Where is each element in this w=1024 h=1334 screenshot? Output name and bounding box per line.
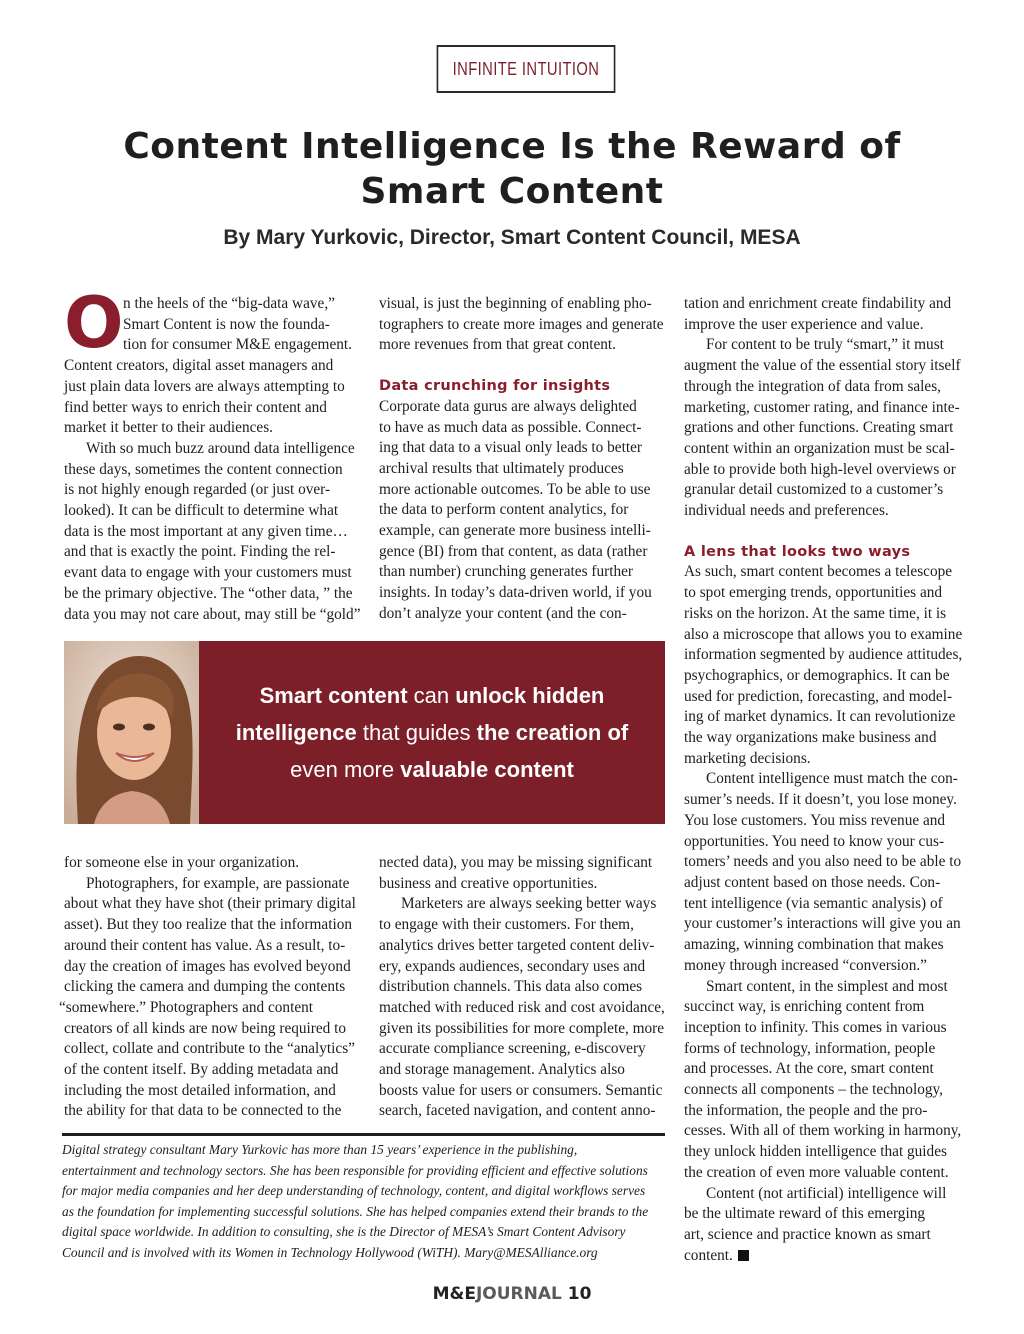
text-line: the ability for that data to be connected to the [64, 1102, 342, 1120]
text-line: to have as much data as possible. Connect- [379, 418, 642, 436]
page-number: 10 [567, 1284, 592, 1304]
text-line: tion for consumer M&E engagement. [123, 336, 352, 354]
text-line: example, can generate more business intelli- [379, 522, 651, 540]
drop-cap: O [64, 282, 124, 364]
text-line: ing that data to a visual only leads to better [379, 439, 642, 457]
pull-quote-regular: can [407, 683, 456, 708]
bio-divider [62, 1133, 665, 1136]
text-line: forms of technology, information, people [684, 1039, 936, 1057]
text-line: augment the value of the essential story itself [684, 357, 961, 375]
pull-quote-line [290, 751, 574, 788]
bio-line: entertainment and technology sectors. She has been responsible for providing efficient and effective solutions [62, 1162, 648, 1178]
text-line: As such, smart content becomes a telescope [684, 563, 953, 581]
subhead-data-crunching: Data crunching for insights [379, 378, 611, 395]
bio-line: digital space worldwide. In addition to consulting, she is the Director of MESA’s Smart Content Advisory [62, 1224, 626, 1239]
text-line: and processes. At the core, smart content [684, 1060, 934, 1078]
text-line: n the heels of the “big-data wave,” [123, 295, 335, 312]
text-line: ing of market dynamics. It can revolutionize [684, 708, 956, 726]
text-line: Smart content, in the simplest and most [706, 977, 948, 995]
bio-line: for major media companies and her deep understanding of technology, content, and digital workflows serves [62, 1183, 646, 1198]
text-line: improve the user experience and value. [684, 315, 924, 333]
text-line: psychographics, or demographics. It can be [684, 666, 950, 684]
column-3 [684, 294, 968, 1266]
subhead-lens: A lens that looks two ways [684, 543, 911, 560]
pull-quote-line [260, 677, 605, 714]
text-line: is not highly enough regarded (or just over- [64, 481, 331, 499]
author-portrait-illustration [64, 641, 199, 824]
text-line: through the integration of data from sales, [684, 377, 941, 395]
text-line: the creation of even more valuable content. [684, 1163, 949, 1181]
text-line: distribution channels. This data also comes [379, 978, 643, 996]
text-line: archival results that ultimately produces [379, 459, 624, 477]
text-line: about what they have shot (their primary digital [64, 895, 356, 913]
text-line: just plain data lovers are always attempting to [64, 377, 345, 395]
text-line: Photographers, for example, are passionate [86, 874, 350, 892]
column-2-bottom [379, 853, 665, 1122]
text-line: they unlock hidden intelligence that guides [684, 1143, 947, 1161]
author-photo [64, 641, 199, 824]
column-2-top [379, 294, 664, 625]
text-line-final [684, 1246, 968, 1267]
text-line: looked). It can be difficult to determine what [64, 502, 339, 520]
text-line: asset). But they too realize that the information [64, 916, 353, 934]
text-line: around their content has value. As a result, to- [64, 936, 346, 954]
journal-brand-journal: JOURNAL [475, 1284, 562, 1304]
text-line: boosts value for users or consumers. Semantic [379, 1081, 663, 1099]
column-1-top [64, 282, 361, 625]
text-line: content. [684, 1246, 733, 1264]
text-line: marketing decisions. [684, 749, 811, 767]
text-line: data you may not care about, may still be “gold” [64, 605, 361, 623]
text-line: marketing, customer rating, and finance inte- [684, 398, 960, 416]
column-1-bottom [59, 853, 360, 1122]
bio-line: Council and is involved with its Women in Technology Hollywood (WiTH). Mary@MESAlliance.org [62, 1244, 598, 1260]
text-line: connects all components – the technology, [684, 1081, 943, 1099]
text-line: Content creators, digital asset managers and [64, 357, 334, 375]
text-line: clicking the camera and dumping the contents [64, 978, 346, 996]
text-line: amazing, winning combination that makes [684, 936, 944, 954]
text-line: than number) crunching generates further [379, 563, 633, 581]
text-line: matched with reduced risk and cost avoidance, [379, 998, 665, 1016]
text-line: sumer’s needs. If it doesn’t, you lose money. [684, 791, 957, 809]
text-line: creators of all kinds are now being required to [64, 1019, 347, 1037]
journal-brand-me: M&E [432, 1284, 476, 1304]
text-line: content within an organization must be scal- [684, 439, 955, 457]
text-line: Smart Content is now the founda- [123, 315, 330, 333]
text-line: the data to perform content analytics, for [379, 501, 629, 519]
pull-quote-bold: unlock hidden [455, 683, 605, 708]
text-line: money through increased “conversion.” [684, 956, 927, 974]
text-line: accurate compliance screening, e-discovery [379, 1040, 646, 1058]
text-line: succinct way, is enriching content from [684, 998, 925, 1016]
pull-quote-bold: Smart content [259, 683, 408, 708]
text-line: to engage with their customers. For them, [379, 916, 634, 934]
text-line: risks on the horizon. At the same time, it is [684, 604, 947, 622]
text-line: the way organizations make business and [684, 729, 937, 747]
text-line: gence (BI) from that content, as data (rather [379, 542, 648, 560]
text-line: used for prediction, forecasting, and model- [684, 687, 953, 705]
text-line: search, faceted navigation, and content anno- [379, 1102, 656, 1120]
section-label: INFINITE INTUITION [437, 45, 616, 93]
text-line: tographers to create more images and generate [379, 315, 664, 333]
text-line: You lose customers. You miss revenue and [684, 811, 946, 829]
text-line: tent intelligence (via semantic analysis) of [684, 894, 943, 912]
article-title [40, 124, 984, 214]
text-line: be the primary objective. The “other data, ” the [64, 584, 353, 602]
text-line: art, science and practice known as smart [684, 1225, 931, 1243]
text-line: able to provide both high-level overviews or [684, 460, 956, 478]
text-line: ery, expands audiences, secondary uses and [379, 957, 646, 975]
text-line: grations and other functions. Creating smart [684, 419, 954, 437]
text-line: Content intelligence must match the con- [706, 770, 958, 788]
text-line: With so much buzz around data intelligence [86, 439, 355, 457]
text-line: inception to infinity. This comes in various [684, 1018, 947, 1036]
pull-quote-band [64, 641, 665, 824]
text-line: information segmented by audience attitudes, [684, 646, 963, 664]
byline: By Mary Yurkovic, Director, Smart Content Council, MESA [223, 226, 801, 249]
text-line: business and creative opportunities. [379, 874, 598, 892]
pull-quote-bold: intelligence [235, 720, 357, 745]
text-line: individual needs and preferences. [684, 502, 889, 520]
text-line: more revenues from that great content. [379, 336, 617, 354]
text-line: to spot emerging trends, opportunities and [684, 584, 943, 602]
text-line: Marketers are always seeking better ways [401, 895, 657, 913]
text-line: tomers’ needs and you also need to be able to [684, 853, 962, 871]
text-line: visual, is just the beginning of enabling pho- [379, 295, 652, 312]
pull-quote-bold: the creation of [476, 720, 629, 745]
pull-quote-regular: even more [290, 757, 401, 782]
text-line: your customer’s interactions will give you an [684, 915, 961, 933]
text-line: of the content itself. By adding metadata and [64, 1061, 339, 1079]
text-line: for someone else in your organization. [64, 854, 300, 871]
text-line: day the creation of images has evolved beyond [64, 957, 351, 975]
text-line: and storage management. Analytics also [379, 1061, 625, 1079]
text-line: opportunities. You need to know your cus- [684, 832, 945, 850]
text-line: Content (not artificial) intelligence will [706, 1184, 947, 1202]
text-line: collect, collate and contribute to the “analytics” [64, 1040, 355, 1058]
text-line: “somewhere.” Photographers and content [59, 998, 314, 1016]
title-line-2: Smart Content [360, 171, 664, 212]
text-line: nected data), you may be missing significant [379, 854, 653, 871]
text-line: adjust content based on those needs. Con- [684, 873, 941, 891]
pull-quote-bold: valuable content [400, 757, 574, 782]
text-line: find better ways to enrich their content and [64, 398, 327, 416]
end-mark-icon [738, 1250, 749, 1261]
title-line-1: Content Intelligence Is the Reward of [123, 126, 901, 167]
pull-quote-regular: that guides [356, 720, 477, 745]
author-bio [62, 1140, 672, 1263]
page-footer [0, 1284, 1024, 1304]
text-line: given its possibilities for more complete, more [379, 1019, 665, 1037]
text-line: For content to be truly “smart,” it must [706, 336, 944, 354]
text-line: more actionable outcomes. To be able to use [379, 480, 651, 498]
text-line: tation and enrichment create findability and [684, 295, 952, 312]
text-line: evant data to engage with your customers must [64, 564, 352, 582]
text-line: cesses. With all of them working in harmony, [684, 1122, 962, 1140]
text-line: granular detail customized to a customer’s [684, 481, 944, 499]
text-line: including the most detailed information, and [64, 1081, 336, 1099]
pull-quote-line [236, 714, 629, 751]
text-line: the information, the people and the pro- [684, 1101, 928, 1119]
text-line: also a microscope that allows you to examine [684, 625, 963, 643]
text-line: insights. In today’s data-driven world, if you [379, 584, 652, 602]
text-line: market it better to their audiences. [64, 419, 273, 437]
text-line: don’t analyze your content (and the con- [379, 604, 627, 622]
bio-line: as the foundation for implementing successful solutions. She has helped companies extend their brands to the [62, 1203, 649, 1219]
text-line: Corporate data gurus are always delighted [379, 397, 637, 415]
bio-line: Digital strategy consultant Mary Yurkovic has more than 15 years’ experience in the publishing, [62, 1142, 578, 1157]
text-line: data is the most important at any given time… [64, 522, 348, 540]
pull-quote [199, 641, 665, 824]
text-line: be the ultimate reward of this emerging [684, 1205, 925, 1223]
text-line: these days, sometimes the content connection [64, 460, 343, 478]
text-line: and that is exactly the point. Finding the rel- [64, 543, 336, 561]
text-line: analytics drives better targeted content deliv- [379, 936, 655, 954]
